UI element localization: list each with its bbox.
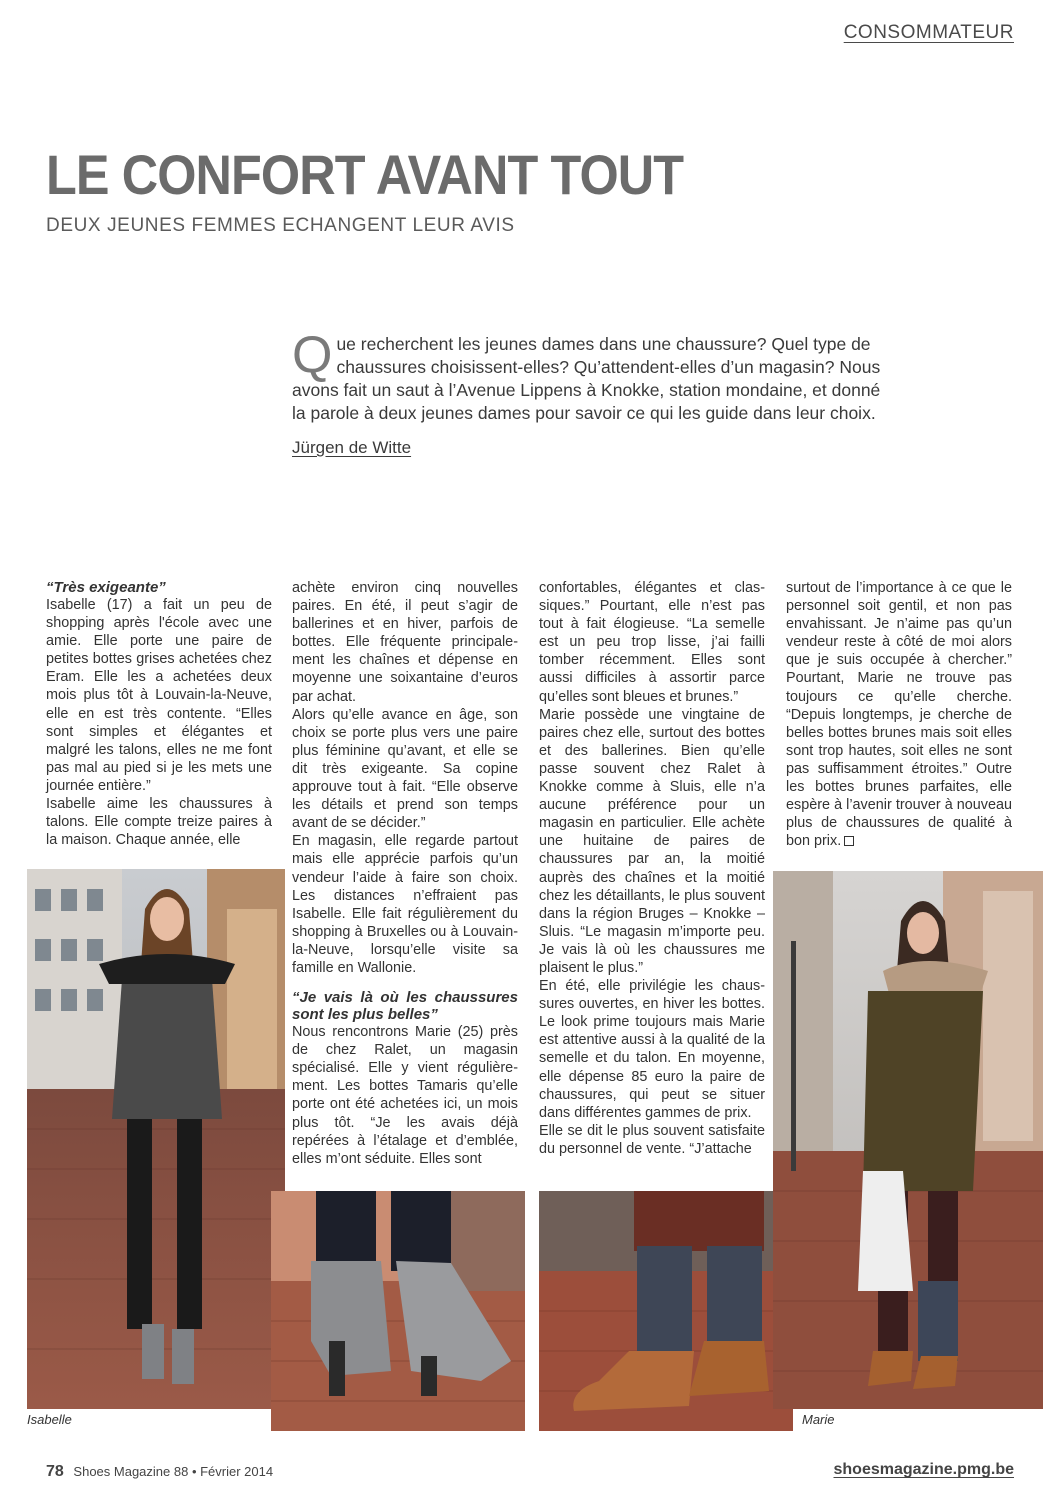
paragraph: Nous rencontrons Marie (25) près de chez Ralet, un magasin spécialisé. Elle y vient régulièrement. Les bottes Tamaris qu’elle porte ont été achetées ici, un mois plus tôt. “Je les avais déjà repérées à l’étalage et d’emblée, elles m’ont séduite. Elles sont: [292, 1024, 518, 1167]
photo-grey-boots: [271, 1191, 525, 1431]
text-column-4: [786, 579, 1012, 850]
paragraph-text: surtout de l’importance à ce que le personnel soit gentil, et non pas envahissant. Je n’aime pas qu’un vendeur reste à côté de moi alors que je suis occupée à chercher.” Pourtant, Marie ne trouve pas toujours ce qu’elle cherche. “Depuis longtemps, je cherche de belles bottes brunes mais soit elles sont trop hautes, soit elles ne sont pas suffisamment étroites.” Outre les bottes brunes parfaites, elle espère à l’avenir trouver à nouveau plus de chaussures de qualité à bon prix.: [786, 580, 1012, 850]
photo-isabelle: [27, 869, 285, 1409]
paragraph: achète environ cinq nouvelles paires. En été, il peut s’agir de ballerines et en hiver, parfois de bottes. Elle fréquente principalement les chaînes et dépense en moyenne une soixantaine d’euros par achat.: [292, 580, 518, 705]
article-subtitle: DEUX JEUNES FEMMES ECHANGENT LEUR AVIS: [46, 215, 515, 236]
photo-marie: [773, 871, 1043, 1409]
article-title: LE CONFORT AVANT TOUT: [46, 143, 684, 206]
paragraph: confortables, élégantes et classiques.” Pourtant, elle n’est pas tout à fait élogieuse. “La semelle est un peu trop lisse, j’ai failli tomber récemment. Elles sont aussi difficiles à assortir parce qu’elles sont bleues et brunes.”: [539, 580, 765, 705]
caption-isabelle: Isabelle: [27, 1412, 72, 1427]
end-mark-icon: [844, 836, 854, 846]
text-column-2: [292, 579, 518, 1168]
issue-info: Shoes Magazine 88 • Février 2014: [73, 1464, 274, 1479]
intro-text: ue recherchent les jeunes dames dans une chaussure? Quel type de chaussures choisissent-elles? Qu’attendent-elles d’un magasin? Nous avons fait un saut à l’Avenue Lippens à Knokke, station mondaine, et donné la parole à deux jeunes dames pour savoir ce qui les guide dans leur choix.: [292, 334, 881, 423]
paragraph: [786, 579, 1012, 850]
paragraph: Isabelle aime les chaussures à talons. Elle compte treize paires à la maison. Chaque année, elle: [46, 796, 272, 849]
caption-marie: Marie: [802, 1412, 835, 1427]
photo-brown-boots: [539, 1191, 793, 1431]
website-link[interactable]: shoesmagazine.pmg.be: [833, 1461, 1014, 1478]
paragraph: Marie possède une vingtaine de paires chez elle, surtout des bottes et des ballerines. Bien qu’elle passe souvent chez Ralet à Knokke comme à Sluis, elle n’a aucune préférence pour un magasin en particulier. Elle achète une huitaine de paires de chaussures par an, la moitié auprès des chaînes et la moitié chez les détaillants, le plus souvent dans la région Bruges – Knokke – Sluis. “Le magasin m’importe peu. Je vais là où les chaussures me plaisent le plus.”: [539, 706, 765, 976]
section-heading-je-vais: “Je vais là où les chaussures sont les plus belles”: [292, 989, 518, 1024]
text-column-3: [539, 579, 765, 1158]
page-number: 78: [46, 1463, 64, 1480]
paragraph: Isabelle (17) a fait un peu de shopping après l'école avec une amie. Elle porte une paire de petites bottes grises achetées chez Eram. Elle les a achetées deux mois plus tôt à Louvain-la-Neuve, elle en est très contente. “Elles sont simples et élégantes et malgré les talons, elles ne me font pas mal au pied si je les mets une journée entière.”: [46, 597, 272, 794]
text-column-1: [46, 579, 272, 849]
intro-dropcap: Q: [292, 326, 333, 384]
footer-issue: [46, 1463, 273, 1481]
author-byline[interactable]: Jürgen de Witte: [292, 438, 412, 457]
section-label: CONSOMMATEUR: [843, 22, 1014, 43]
paragraph: Elle se dit le plus souvent satisfaite du personnel de vente. “J’attache: [539, 1122, 765, 1157]
paragraph: Alors qu’elle avance en âge, son choix se porte plus vers une paire plus féminine qu’avant, et elle se dit très exigeante. Sa copine approuve tout à fait. “Elle observe les détails et prend son temps avant de se décider.”: [292, 706, 518, 832]
paragraph: En magasin, elle regarde partout mais elle apprécie parfois qu’un vendeur l’aide à faire son choix. Les distances n’effraient pas Isabelle. Elle fait régulièrement du shopping à Bruxelles ou à Louvain-la-Neuve, lorsqu’elle visite sa famille en Wallonie.: [292, 833, 518, 976]
article-intro: [292, 326, 882, 425]
paragraph: En été, elle privilégie les chaussures ouvertes, en hiver les bottes. Le look prime toujours mais Marie est attentive aussi à la qualité de la semelle et du talon. En moyenne, elle dépense 85 euro la paire de chaussures, qui peut se situer dans différentes gammes de prix.: [539, 978, 765, 1121]
section-heading-tres-exigeante: “Très exigeante”: [46, 579, 166, 596]
